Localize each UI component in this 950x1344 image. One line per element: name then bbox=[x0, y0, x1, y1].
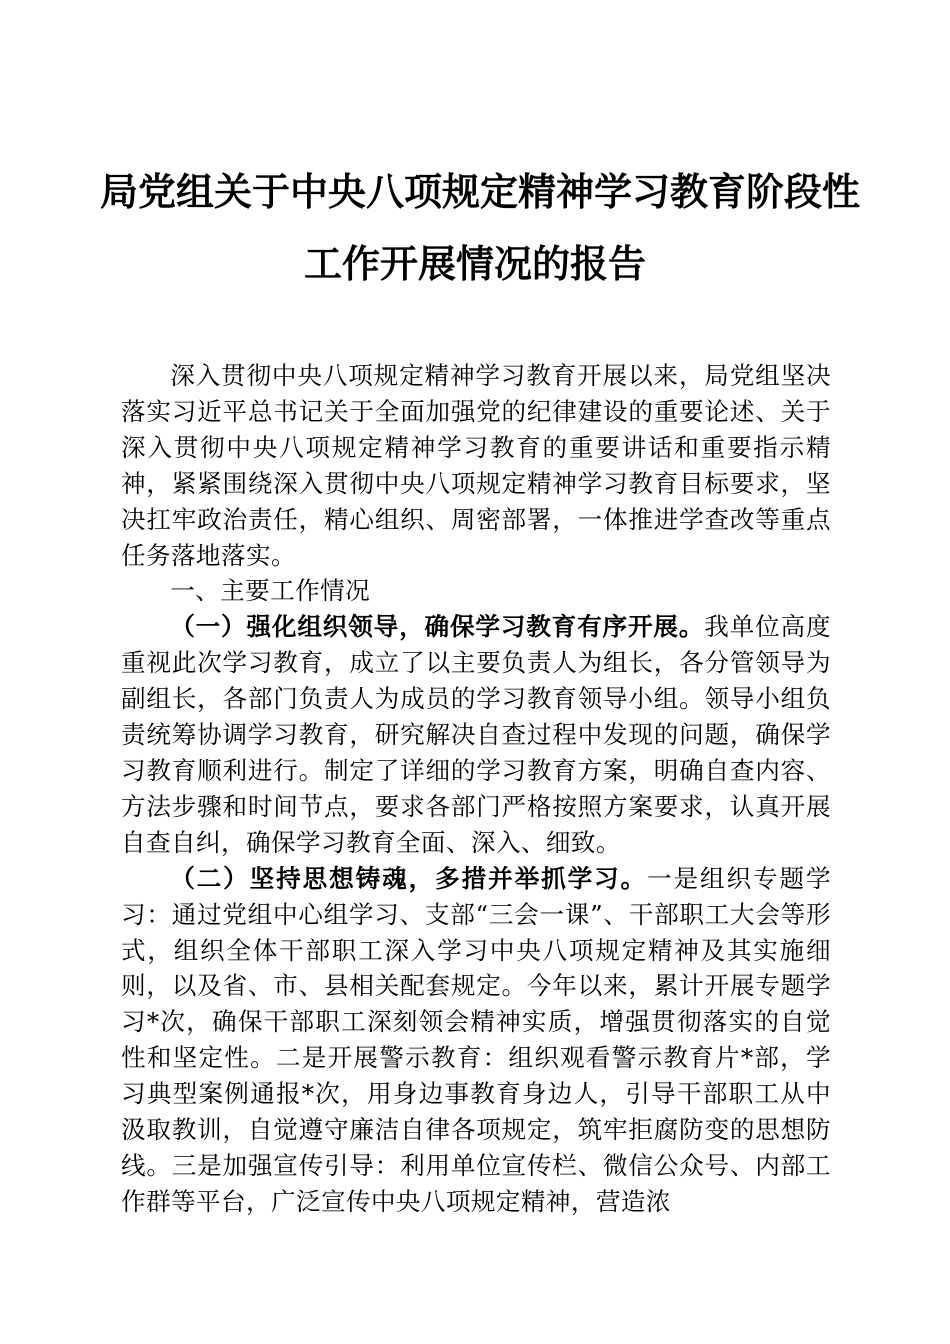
intro-paragraph: 深入贯彻中央八项规定精神学习教育开展以来，局党组坚决落实习近平总书记关于全面加强党的纪律建设的重要论述、关于深入贯彻中央八项规定精神学习教育的重要讲话和重要指示精神，紧紧围绕深入贯彻中央八项规定精神学习教育目标要求，坚决扛牢政治责任，精心组织、周密部署，一体推进学查改等重点任务落地落实。 bbox=[121, 361, 831, 570]
subsection-2-heading: （二）坚持思想铸魂，多措并举抓学习。 bbox=[170, 863, 648, 893]
section-heading-main-work: 一、主要工作情况 bbox=[170, 576, 371, 606]
document-body bbox=[121, 358, 831, 1220]
document-title-line-2: 工作开展情况的报告 bbox=[303, 241, 646, 286]
subsection-1-paragraph bbox=[121, 609, 831, 860]
subsection-2-paragraph bbox=[121, 861, 831, 1220]
subsection-1-heading: （一）强化组织领导，确保学习教育有序开展。 bbox=[170, 612, 705, 642]
subsection-1-body: 我单位高度重视此次学习教育，成立了以主要负责人为组长，各分管领导为副组长，各部门负责人为成员的学习教育领导小组。领导小组负责统筹协调学习教育，研究解决自查过程中发现的问题，确保学习教育顺利进行。制定了详细的学习教育方案，明确自查内容、方法步骤和时间节点，要求各部门严格按照方案要求，认真开展自查自纠，确保学习教育全面、深入、细致。 bbox=[121, 612, 831, 857]
subsection-2-body: 一是组织专题学习：通过党组中心组学习、支部“三会一课”、干部职工大会等形式，组织全体干部职工深入学习中央八项规定精神及其实施细则，以及省、市、县相关配套规定。今年以来，累计开展专题学习*次，确保干部职工深刻领会精神实质，增强贯彻落实的自觉性和坚定性。二是开展警示教育：组织观看警示教育片*部，学习典型案例通报*次，用身边事教育身边人，引导干部职工从中汲取教训，自觉遵守廉洁自律各项规定，筑牢拒腐防变的思想防线。三是加强宣传引导：利用单位宣传栏、微信公众号、内部工作群等平台，广泛宣传中央八项规定精神，营造浓 bbox=[121, 863, 831, 1216]
document-title-line-1: 局党组关于中央八项规定精神学习教育阶段性 bbox=[100, 169, 861, 214]
